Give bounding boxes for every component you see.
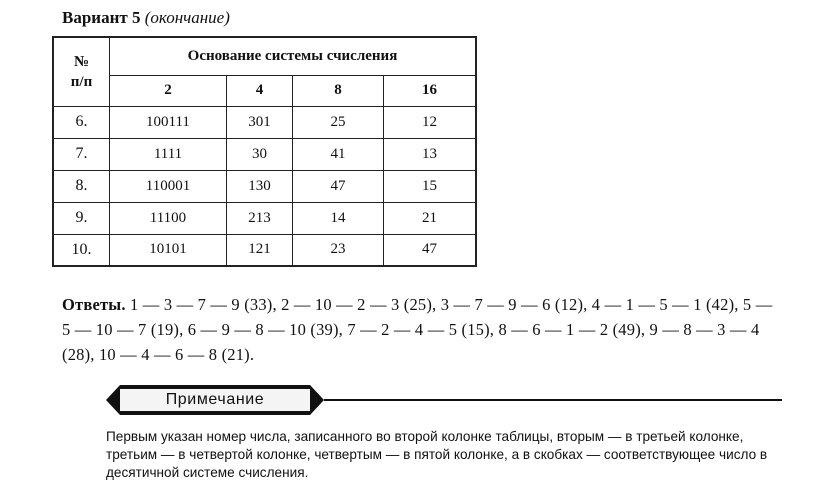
table-cell: 41: [293, 138, 384, 170]
base-header: Основание системы счисления: [110, 37, 477, 75]
base-4-header: 4: [227, 75, 293, 106]
base-2-header: 2: [110, 75, 227, 106]
row-number: 6.: [53, 106, 110, 138]
answers-text: 1 — 3 — 7 — 9 (33), 2 — 10 — 2 — 3 (25), 3 — 7 — 9 — 6 (12), 4 — 1 — 5 — 1 (42), 5 — 5 — 10 — 7 (19), 6 — 9 — 8 — 10 (39), 7 — 2 — 4 — 5 (15), 8 — 6 — 1 — 2 (49), 9 — 8 — 3 — 4 (28), 10 — 4 — 6 — 8 (21).: [62, 295, 773, 364]
table-cell: 130: [227, 170, 293, 202]
num-column-header: [53, 37, 110, 106]
num-header-sign: №: [73, 53, 90, 70]
title-sub: (окончание): [144, 8, 230, 27]
row-number: 9.: [53, 202, 110, 234]
table-cell: 110001: [110, 170, 227, 202]
table-cell: 15: [384, 170, 477, 202]
number-systems-table: [52, 36, 477, 267]
table-cell: 14: [293, 202, 384, 234]
table-cell: 213: [227, 202, 293, 234]
table-cell: 25: [293, 106, 384, 138]
table-cell: 47: [384, 234, 477, 266]
table-cell: 12: [384, 106, 477, 138]
table-cell: 121: [227, 234, 293, 266]
row-number: 8.: [53, 170, 110, 202]
table-cell: 301: [227, 106, 293, 138]
num-header-abbrev: п/п: [70, 73, 93, 90]
base-8-header: 8: [293, 75, 384, 106]
table-cell: 11100: [110, 202, 227, 234]
title-main: Вариант 5: [62, 8, 141, 27]
base-16-header: 16: [384, 75, 477, 106]
table-row: [53, 234, 476, 266]
table-cell: 30: [227, 138, 293, 170]
table-row: [53, 170, 476, 202]
row-number: 10.: [53, 234, 110, 266]
table-row: [53, 106, 476, 138]
table-row: [53, 138, 476, 170]
note-label: Примечание: [120, 389, 310, 411]
table-cell: 10101: [110, 234, 227, 266]
table-cell: 13: [384, 138, 477, 170]
row-number: 7.: [53, 138, 110, 170]
table-cell: 47: [293, 170, 384, 202]
table-cell: 21: [384, 202, 477, 234]
table-row: [53, 202, 476, 234]
table-cell: 23: [293, 234, 384, 266]
page-title: [62, 8, 230, 28]
note-text: Первым указан номер числа, записанного во второй колонке таблицы, вторым — в третьей колонке, третьим — в четвертой колонке, четвертым — в пятой колонке, а в скобках — соответствующее число в десятичной системе счисления.: [106, 429, 768, 480]
answers-label: Ответы.: [62, 295, 126, 314]
table-cell: 1111: [110, 138, 227, 170]
answers-paragraph: [62, 292, 782, 367]
note-divider: [324, 399, 782, 401]
table-cell: 100111: [110, 106, 227, 138]
